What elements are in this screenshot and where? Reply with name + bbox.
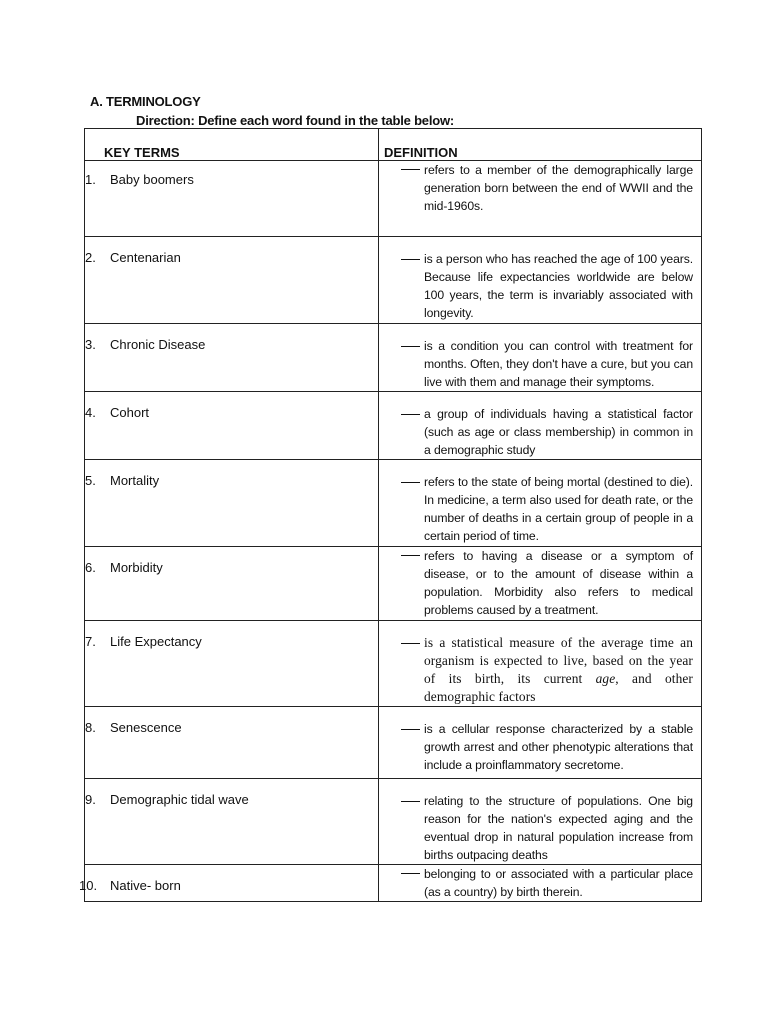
table-row	[85, 161, 702, 237]
table-row	[85, 460, 702, 547]
term-label: Native- born	[110, 878, 181, 893]
term-number: 1.	[85, 172, 96, 187]
definition-text: is a statistical measure of the average time an organism is expected to live, based on the year of its birth, its current age, and other demographic factors	[424, 635, 693, 704]
definition-cell	[379, 392, 702, 460]
term-cell	[85, 161, 379, 237]
term-label: Morbidity	[110, 560, 163, 575]
definition-text: refers to a member of the demographically large generation born between the end of WWII and the mid-1960s.	[424, 163, 693, 213]
table-row	[85, 392, 702, 460]
definition-text: is a person who has reached the age of 100 years. Because life expectancies worldwide are below 100 years, the term is invariably associated with longevity.	[424, 252, 693, 320]
section-title: A. TERMINOLOGY	[90, 94, 201, 109]
definition-cell	[379, 161, 702, 237]
table-row	[85, 324, 702, 392]
dash-mark	[401, 643, 420, 644]
dash-mark	[401, 555, 420, 556]
term-label: Chronic Disease	[110, 337, 206, 352]
table-header-row	[85, 129, 702, 161]
term-label: Demographic tidal wave	[110, 792, 249, 807]
term-number: 2.	[85, 250, 96, 265]
term-label: Centenarian	[110, 250, 181, 265]
definition-cell	[379, 707, 702, 779]
dash-mark	[401, 482, 420, 483]
term-number: 4.	[85, 405, 96, 420]
dash-mark	[401, 169, 420, 170]
term-label: Senescence	[110, 720, 182, 735]
table-row	[85, 707, 702, 779]
header-key-terms: KEY TERMS	[85, 129, 379, 161]
term-cell	[85, 460, 379, 547]
header-definition: DEFINITION	[379, 129, 702, 161]
dash-mark	[401, 873, 420, 874]
dash-mark	[401, 346, 420, 347]
table-row	[85, 779, 702, 865]
definition-text: refers to having a disease or a symptom of disease, or to the amount of disease within a population. Morbidity also refers to medical problems caused by a treatment.	[424, 549, 693, 617]
definition-cell	[379, 547, 702, 621]
term-cell	[85, 324, 379, 392]
term-label: Life Expectancy	[110, 634, 202, 649]
term-label: Cohort	[110, 405, 150, 420]
definition-text: refers to the state of being mortal (destined to die). In medicine, a term also used for death rate, or the number of deaths in a certain group of people in a certain period of time.	[424, 475, 693, 543]
term-label: Baby boomers	[110, 172, 194, 187]
term-number: 9.	[85, 792, 96, 807]
term-cell	[85, 707, 379, 779]
term-number: 8.	[85, 720, 96, 735]
definition-cell	[379, 460, 702, 547]
definition-cell	[379, 324, 702, 392]
term-number: 6.	[85, 560, 96, 575]
term-label: Mortality	[110, 473, 160, 488]
dash-mark	[401, 801, 420, 802]
term-cell	[79, 865, 379, 902]
term-cell	[85, 621, 379, 707]
table-row	[85, 237, 702, 324]
term-number: 10.	[79, 878, 98, 893]
table-row	[85, 621, 702, 707]
definition-cell	[379, 779, 702, 865]
term-cell	[85, 779, 379, 865]
term-number: 7.	[85, 634, 96, 649]
definition-text: is a condition you can control with treatment for months. Often, they don't have a cure, but you can live with them and manage their symptoms.	[424, 339, 693, 389]
definition-text: belonging to or associated with a particular place (as a country) by birth therein.	[424, 867, 693, 899]
definition-text: relating to the structure of populations. One big reason for the nation's expected aging and the eventual drop in natural population increase from births outpacing deaths	[424, 794, 693, 862]
table-row	[85, 547, 702, 621]
direction-text: Direction: Define each word found in the table below:	[136, 113, 455, 128]
table-row	[85, 865, 702, 902]
dash-mark	[401, 414, 420, 415]
definition-cell	[379, 621, 702, 707]
terminology-table	[79, 128, 702, 902]
term-cell	[85, 392, 379, 460]
term-number: 5.	[85, 473, 96, 488]
dash-mark	[401, 729, 420, 730]
definition-text: is a cellular response characterized by a stable growth arrest and other phenotypic alterations that include a proinflammatory secretome.	[424, 722, 693, 772]
dash-mark	[401, 259, 420, 260]
term-cell	[85, 547, 379, 621]
definition-text: a group of individuals having a statistical factor (such as age or class membership) in common in a demographic study	[424, 407, 693, 457]
term-cell	[85, 237, 379, 324]
definition-cell	[379, 865, 702, 902]
definition-cell	[379, 237, 702, 324]
term-number: 3.	[85, 337, 96, 352]
